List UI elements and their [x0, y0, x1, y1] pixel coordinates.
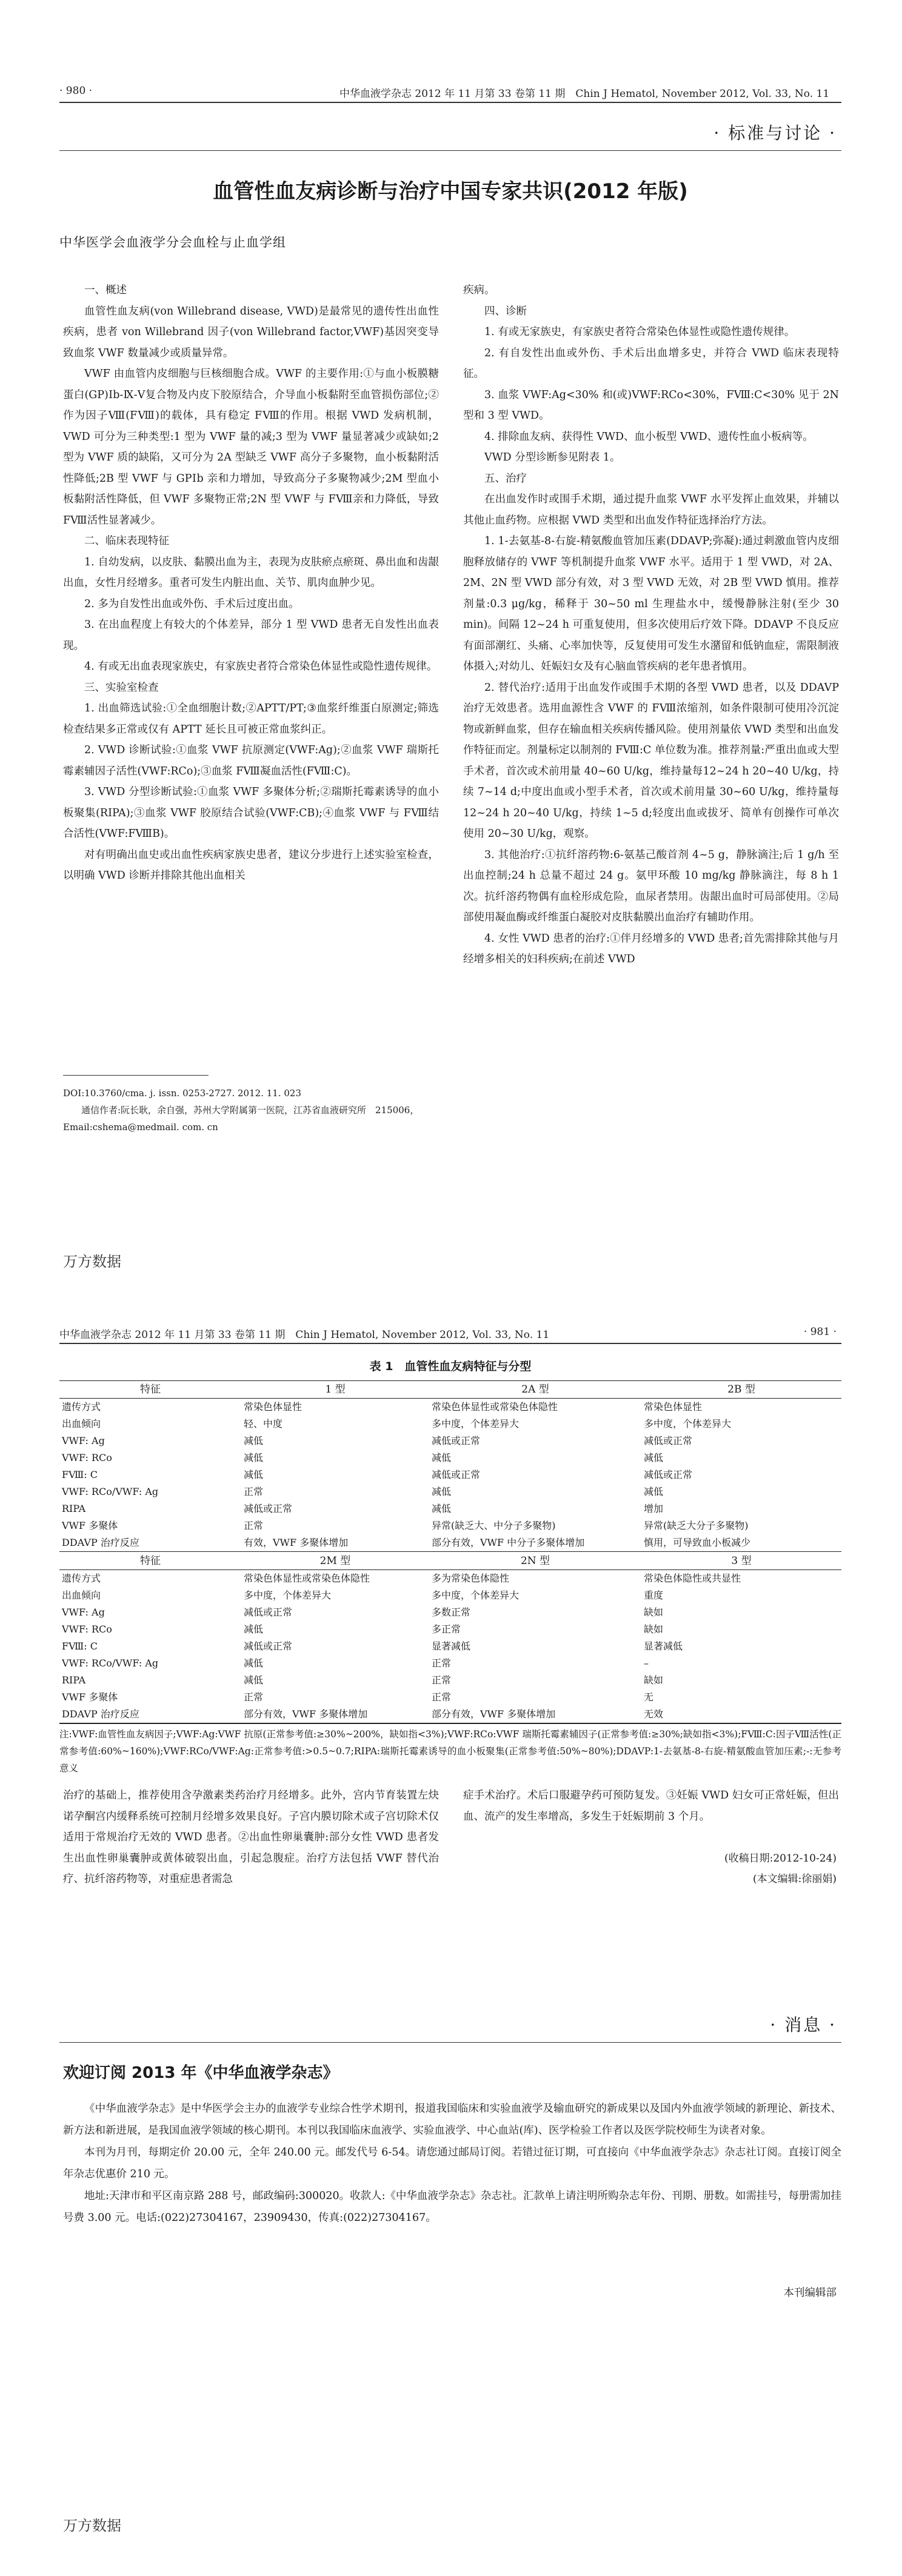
paragraph: 2. VWD 诊断试验:①血浆 VWF 抗原测定(VWF:Ag);②血浆 VWF 瑞斯托霉素辅因子活性(VWF:RCo);③血浆 FⅧ凝血活性(FⅧ:C)。 [63, 744, 439, 777]
table-header-row [59, 1553, 841, 1570]
cell: 常染色体显性或常染色体隐性 [244, 1573, 370, 1584]
table-note: 注:VWF:血管性血友病因子;VWF:Ag:VWF 抗原(正常参考值:≥30%~200%，缺如指<3%);VWF:RCo:VWF 瑞斯托霉素辅因子(正常参考值:≥30%;缺如指<3%);FⅧ:C:因子Ⅷ活性(正常参考值:60%~160%);VWF:RCo/VWF:Ag:正常参考值:>0.5~0.7;RIPA:瑞斯托霉素诱导的血小板聚集(正常参考值:50%~80%);DDAVP:1-去氨基-8-右旋-精氨酸血管加压素;-:无参考意义 [59, 1729, 841, 1774]
paragraph: 二、临床表现特征 [84, 535, 169, 547]
paragraph: 1. 出血筛选试验:①全血细胞计数;②APTT/PT;③血浆纤维蛋白原测定;筛选检查结果多正常或仅有 APTT 延长且可被正常血浆纠正。 [63, 702, 439, 736]
ad-signature: 本刊编辑部 [783, 2287, 837, 2299]
cell: 减低 [244, 1469, 264, 1480]
article-author: 中华医学会血液学分会血栓与止血学组 [59, 235, 286, 250]
editor-note: (本文编辑:徐丽娟) [753, 1873, 837, 1885]
paragraph: 对有明确出血史或出血性疾病家族史患者，建议分步进行上述实验室检查，以明确 VWD 诊断并排除其他出血相关 [63, 848, 439, 882]
paragraph: 在出血发作时或围手术期，通过提升血浆 VWF 水平发挥止血效果，并辅以其他止血药物。应根据 VWD 类型和出血发作特征选择治疗方法。 [463, 493, 839, 527]
right-column [463, 280, 839, 1153]
left-column [63, 280, 439, 1068]
cell: 正常 [432, 1657, 452, 1669]
header-cell: 2M 型 [319, 1555, 351, 1567]
table-row [59, 1655, 841, 1672]
section-label: · 消息 · [770, 2015, 837, 2035]
cell: – [644, 1657, 649, 1669]
paragraph: 3. 在出血程度上有较大的个体差异，部分 1 型 VWD 患者无自发性出血表现。 [63, 619, 439, 652]
paragraph: 4. 女性 VWD 患者的治疗:①伴月经增多的 VWD 患者;首先需排除其他与月经增多相关的妇科疾病;在前述 VWD [463, 932, 839, 965]
paragraph: 五、治疗 [484, 472, 527, 485]
cell: RIPA [62, 1674, 86, 1686]
paragraph: 3. 血浆 VWF:Ag<30% 和(或)VWF:RCo<30%，FⅧ:C<30% 见于 2N 型和 3 型 VWD。 [463, 388, 839, 422]
paragraph: 2. 替代治疗:适用于出血发作或围手术期的各型 VWD 患者，以及 DDAVP 治疗无效患者。选用血源性含 VWF 的 FⅧ浓缩剂，如条件限制可使用冷沉淀物或新鲜血浆，但存在输血相关疾病传播风险。使用剂量依 VWD 类型和出血发作特征而定。剂量标定以制剂的 FⅧ:C 单位数为准。推荐剂量:严重出血或大型手术者，首次或术前用量 40~60 U/kg，维持量每12~24 h 20~40 U/kg，持续 7~14 d;中度出血或小型手术者，首次或术前用量 30~60 U/kg，维持量每12~24 h 20~40 U/kg，持续 1~5 d;轻度出血或拔牙、简单有创操作可单次使用 20~30 U/kg，观察。 [463, 681, 839, 840]
cell: 遗传方式 [62, 1401, 101, 1413]
paragraph: 本刊为月刊，每期定价 20.00 元，全年 240.00 元。邮发代号 6-54。请您通过邮局订阅。若错过征订期，可直接向《中华血液学杂志》杂志社订阅。直接订阅全年杂志优惠价 210 元。 [63, 2146, 841, 2180]
table-header-row [59, 1381, 841, 1399]
cell: VWF 多聚体 [62, 1691, 118, 1703]
paragraph: 《中华血液学杂志》是中华医学会主办的血液学专业综合性学术期刊，报道我国临床和实验血液学及输血研究的新成果以及国内外血液学领域的新理论、新技术、新方法和新进展，是我国血液学领域的核心期刊。本刊以我国临床血液学、实验血液学、中心血站(库)、医学检验工作者以及医学院校师生为读者对象。 [63, 2103, 841, 2137]
cell: 减低 [432, 1486, 452, 1497]
table-row [59, 1517, 841, 1534]
cell: 常染色体隐性或共显性 [644, 1573, 741, 1584]
cell: 减低或正常 [244, 1606, 293, 1618]
page-number: · 981 · [803, 1326, 837, 1338]
feature-table-b [59, 1553, 841, 1724]
header-rule [59, 102, 841, 103]
cell: 正常 [244, 1486, 264, 1497]
feature-table-a [59, 1380, 841, 1552]
cell: 增加 [644, 1503, 664, 1514]
cell: 无效 [644, 1708, 664, 1720]
article-title: 血管性血友病诊断与治疗中国专家共识(2012 年版) [213, 179, 688, 204]
header-cell: 3 型 [731, 1555, 752, 1567]
table-row [59, 1416, 841, 1433]
section-rule [59, 150, 841, 151]
cell: 多中度，个体差异大 [432, 1418, 519, 1429]
cell: 减低或正常 [244, 1640, 293, 1652]
header-cell: 特征 [140, 1555, 161, 1567]
paragraph: 血管性血友病(von Willebrand disease, VWD)是最常见的遗传性出血性疾病，患者 von Willebrand 因子(von Willebrand factor,VWF)基因突变导致血浆 VWF 数量减少或质量异常。 [63, 305, 439, 359]
footnote [63, 1085, 439, 1136]
cell: 无 [644, 1691, 654, 1703]
left-column [63, 1785, 439, 1894]
table-row [59, 1534, 841, 1552]
doi: DOI:10.3760/cma. j. issn. 0253-2727. 2012. 11. 023 [63, 1088, 301, 1099]
paragraph: 1. 有或无家族史，有家族史者符合常染色体显性或隐性遗传规律。 [484, 326, 795, 338]
journal-header: 中华血液学杂志 2012 年 11 月第 33 卷第 11 期 Chin J Hematol, November 2012, Vol. 33, No. 11 [59, 1329, 550, 1341]
paragraph: 四、诊断 [484, 305, 527, 318]
cell: 部分有效，VWF 多聚体增加 [432, 1708, 556, 1720]
cell: 正常 [432, 1674, 452, 1686]
header-cell: 2A 型 [521, 1383, 549, 1396]
cell: 出血倾向 [62, 1589, 101, 1601]
cell: VWF: RCo [62, 1452, 112, 1463]
paragraph: 1. 1-去氨基-8-右旋-精氨酸血管加压素(DDAVP;弥凝):通过刺激血管内皮细胞释放储存的 VWF 等机制提升血浆 VWF 水平。适用于 1 型 VWD，对 2A、2M、2N 型 VWD 部分有效，对 3 型 VWD 无效，对 2B 型 VWD 慎用。推荐剂量:0.3 μg/kg，稀释于 30~50 ml 生理盐水中，缓慢静脉注射(至少 30 min)。间隔 12~24 h 可重复使用，但多次使用后疗效下降。DDAVP 不良反应有面部潮红、头痛、心率加快等，反复使用可发生水潴留和低钠血症，需限制液体摄入;对幼儿、妊娠妇女及有心脑血管疾病的老年患者慎用。 [463, 535, 839, 673]
table-title: 表 1 血管性血友病特征与分型 [369, 1360, 532, 1373]
cell: 减低或正常 [432, 1435, 481, 1446]
table-row [59, 1706, 841, 1723]
paragraph: 4. 有或无出血表现家族史，有家族史者符合常染色体显性或隐性遗传规律。 [84, 661, 438, 673]
paragraph: 3. 其他治疗:①抗纤溶药物:6-氨基己酸首剂 4~5 g，静脉滴注;后 1 g/h 至出血控制;24 h 总量不超过 24 g。氨甲环酸 10 mg/kg 静脉滴注，每 8 h 1 次。抗纤溶药物偶有血栓形成危险，血尿者禁用。齿龈出血时可局部使用。②局部使用凝血酶或纤维蛋白凝胶对皮肤黏膜出血治疗有辅助作用。 [463, 848, 839, 924]
header-cell: 1 型 [325, 1383, 346, 1396]
header-cell: 特征 [140, 1383, 161, 1396]
cell: 减低 [244, 1674, 264, 1686]
cell: 减低或正常 [432, 1469, 481, 1480]
cell: 缺如 [644, 1606, 664, 1618]
cell: 多数正常 [432, 1606, 471, 1618]
cell: 重度 [644, 1589, 664, 1601]
cell: 常染色体显性 [244, 1401, 302, 1413]
ad-title: 欢迎订阅 2013 年《中华血液学杂志》 [63, 2064, 339, 2082]
paragraph: 3. VWD 分型诊断试验:①血浆 VWF 多聚体分析;②瑞斯托霉素诱导的血小板聚集(RIPA);③血浆 VWF 胶原结合试验(VWF:CB);④血浆 VWF 与 FⅧ结合活性(VWF:FⅧB)。 [63, 786, 439, 840]
cell: 减低或正常 [644, 1469, 693, 1480]
cell: VWF 多聚体 [62, 1520, 118, 1531]
cell: 异常(缺乏大分子多聚物) [644, 1520, 749, 1531]
section-label: · 标准与讨论 · [713, 123, 837, 143]
table-row [59, 1689, 841, 1706]
table-row [59, 1638, 841, 1655]
cell: DDAVP 治疗反应 [62, 1708, 139, 1720]
cell: 减低或正常 [244, 1503, 293, 1514]
cell: VWF: Ag [62, 1435, 105, 1446]
cell: FⅧ: C [62, 1640, 98, 1652]
cell: 正常 [432, 1691, 452, 1703]
paragraph: 疾病。 [463, 284, 495, 296]
cell: 减低 [644, 1452, 664, 1463]
cell: 多正常 [432, 1623, 461, 1635]
watermark: 万方数据 [63, 1253, 121, 1270]
cell: 轻、中度 [244, 1418, 283, 1429]
cell: 显著减低 [644, 1640, 683, 1652]
cell: 部分有效，VWF 中分子多聚体增加 [432, 1537, 585, 1548]
cell: 减低 [244, 1435, 264, 1446]
cell: 减低 [644, 1486, 664, 1497]
table-row [59, 1672, 841, 1689]
cell: VWF: RCo/VWF: Ag [62, 1657, 159, 1669]
cell: 显著减低 [432, 1640, 471, 1652]
cell: 多中度，个体差异大 [432, 1589, 519, 1601]
cell: 慎用，可导致血小板减少 [644, 1537, 751, 1548]
cell: 减低 [244, 1452, 264, 1463]
cell: 减低 [244, 1623, 264, 1635]
paragraph: 2. 有自发性出血或外伤、手术后出血增多史，并符合 VWD 临床表现特征。 [463, 347, 839, 380]
paragraph: VWD 分型诊断参见附表 1。 [484, 451, 621, 464]
paragraph: 1. 自幼发病，以皮肤、黏膜出血为主，表现为皮肤瘀点瘀斑、鼻出血和齿龈出血，女性月经增多。重者可发生内脏出血、关节、肌肉血肿少见。 [63, 556, 439, 589]
paragraph: 一、概述 [84, 284, 127, 296]
footnote-rule [63, 1075, 209, 1076]
paragraph: 治疗的基础上，推荐使用含孕激素类药治疗月经增多。此外，宫内节育装置左炔诺孕酮宫内缓释系统可控制月经增多效果良好。子宫内膜切除术或子宫切除术仅适用于常规治疗无效的 VWD 患者。②出血性卵巢囊肿:部分女性 VWD 患者发生出血性卵巢囊肿或黄体破裂出血，引起急腹症。治疗方法包括 VWF 替代治疗、抗纤溶药物等，对重症患者需急 [63, 1789, 439, 1885]
cell: 减低 [244, 1657, 264, 1669]
section-rule [59, 2042, 841, 2043]
header-cell: 2N 型 [520, 1555, 550, 1567]
cell: VWF: RCo/VWF: Ag [62, 1486, 159, 1497]
cell: 减低或正常 [644, 1435, 693, 1446]
cell: 常染色体显性 [644, 1401, 703, 1413]
watermark: 万方数据 [63, 2517, 121, 2534]
paragraph: 三、实验室检查 [84, 681, 159, 694]
paragraph: 地址:天津市和平区南京路 288 号，邮政编码:300020。收款人:《中华血液学杂志》杂志社。汇款单上请注明所购杂志年份、刊期、册数。如需挂号，每册需加挂号费 3.00 元。电话:(022)27304167，23909430，传真:(022)27304167。 [63, 2190, 842, 2224]
cell: 缺如 [644, 1674, 664, 1686]
cell: DDAVP 治疗反应 [62, 1537, 139, 1548]
cell: 缺如 [644, 1623, 664, 1635]
paragraph: VWF 由血管内皮细胞与巨核细胞合成。VWF 的主要作用:①与血小板膜糖蛋白(GP)Ⅰb-Ⅸ-Ⅴ复合物及内皮下胶原结合，介导血小板黏附至血管损伤部位;②作为因子Ⅷ(FⅧ)的载体，具有稳定 FⅧ的作用。根据 VWD 发病机制，VWD 可分为三种类型:1 型为 VWF 量的减;3 型为 VWF 量显著减少或缺如;2 型为 VWF 质的缺陷，又可分为 2A 型缺乏 VWF 高分子多聚物，血小板黏附活性降低;2B 型 VWF 与 GPⅠb 亲和力增加，导致高分子多聚物减少;2M 型血小板黏附活性降低，但 VWF 多聚物正常;2N 型 VWF 与 FⅧ亲和力降低，导致 FⅧ活性显著减少。 [63, 368, 439, 527]
right-column [463, 1785, 839, 1827]
table-row [59, 1587, 841, 1604]
cell: 正常 [244, 1691, 264, 1703]
cell: 多为常染色体隐性 [432, 1573, 510, 1584]
table-row [59, 1483, 841, 1500]
cell: 多中度，个体差异大 [244, 1589, 332, 1601]
table-row [59, 1466, 841, 1483]
header-rule [59, 1343, 841, 1344]
cell: 异常(缺乏大、中分子多聚物) [432, 1520, 556, 1531]
cell: 减低 [432, 1503, 452, 1514]
table-row [59, 1500, 841, 1517]
cell: 减低 [432, 1452, 452, 1463]
cell: 常染色体显性或常染色体隐性 [432, 1401, 558, 1413]
cell: 有效，VWF 多聚体增加 [244, 1537, 349, 1548]
cell: RIPA [62, 1503, 86, 1514]
received-date: (收稿日期:2012-10-24) [724, 1852, 837, 1865]
cell: 正常 [244, 1520, 264, 1531]
table-row [59, 1621, 841, 1638]
correspondence: 通信作者:阮长耿，余自强，苏州大学附属第一医院，江苏省血液研究所 215006，Email:cshema@medmail. com. cn [63, 1105, 419, 1133]
ad-body [63, 2098, 841, 2229]
cell: 遗传方式 [62, 1573, 101, 1584]
cell: VWF: RCo [62, 1623, 112, 1635]
table-row [59, 1433, 841, 1449]
cell: 出血倾向 [62, 1418, 101, 1429]
page-number: · 980 · [59, 85, 93, 97]
paragraph: 症手术治疗。术后口服避孕药可预防复发。③妊娠 VWD 妇女可正常妊娠，但出血、流产的发生率增高，多发生于妊娠期前 3 个月。 [463, 1789, 839, 1823]
table-row [59, 1570, 841, 1588]
cell: VWF: Ag [62, 1606, 105, 1618]
table-row [59, 1604, 841, 1621]
table-row [59, 1399, 841, 1416]
cell: 多中度，个体差异大 [644, 1418, 732, 1429]
paragraph: 2. 多为自发性出血或外伤、手术后过度出血。 [84, 597, 299, 610]
header-cell: 2B 型 [727, 1383, 755, 1396]
paragraph: 4. 排除血友病、获得性 VWD、血小板型 VWD、遗传性血小板病等。 [484, 430, 813, 443]
journal-header: 中华血液学杂志 2012 年 11 月第 33 卷第 11 期 Chin J Hematol, November 2012, Vol. 33, No. 11 [339, 88, 830, 100]
cell: FⅧ: C [62, 1469, 98, 1480]
cell: 部分有效，VWF 多聚体增加 [244, 1708, 368, 1720]
table-row [59, 1449, 841, 1466]
